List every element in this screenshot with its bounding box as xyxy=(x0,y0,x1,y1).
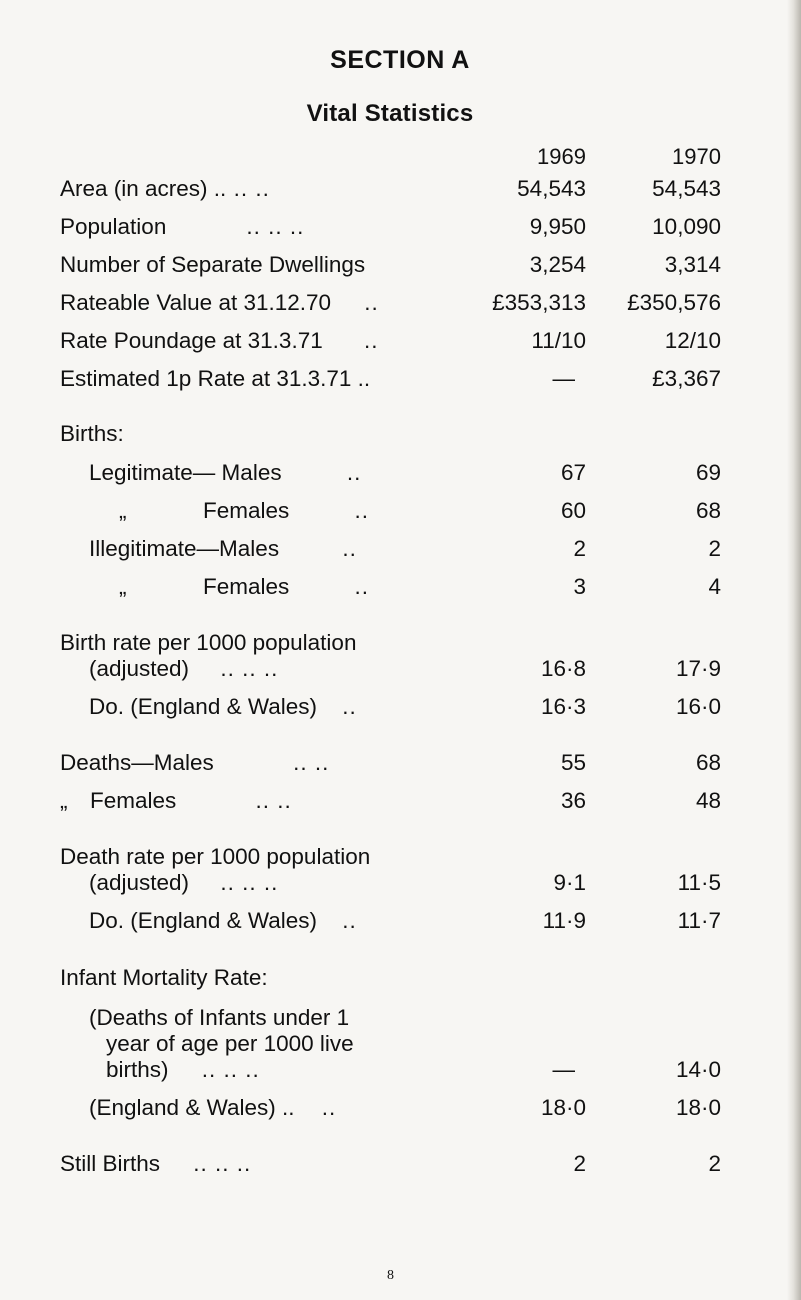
value-1970: 2 xyxy=(708,536,721,561)
table-row xyxy=(0,1057,801,1097)
table-row xyxy=(0,460,801,500)
value-1970: 4 xyxy=(708,574,721,599)
year-header-1970: 1970 xyxy=(672,144,721,169)
row-label: Legitimate— Males .. xyxy=(89,460,362,485)
value-1970: 12/10 xyxy=(664,328,721,353)
table-row xyxy=(0,498,801,538)
row-label: „ Females .. xyxy=(119,574,370,599)
value-1969: 2 xyxy=(573,536,586,561)
row-label: Rate Poundage at 31.3.71 .. xyxy=(60,328,379,353)
table-row xyxy=(0,656,801,696)
value-1969: £353,313 xyxy=(492,290,586,315)
row-label: „ Females .. xyxy=(119,498,370,523)
table-row xyxy=(0,252,801,292)
value-1970: £3,367 xyxy=(652,366,721,391)
value-1969: 11·9 xyxy=(542,908,586,933)
row-label: Population .. .. .. xyxy=(60,214,305,239)
row-label: year of age per 1000 live xyxy=(106,1031,354,1056)
row-label: Estimated 1p Rate at 31.3.71 .. xyxy=(60,366,371,391)
value-1970: 68 xyxy=(695,750,721,775)
value-1970: 54,543 xyxy=(652,176,721,201)
value-1970: 2 xyxy=(708,1151,721,1176)
table-row xyxy=(0,328,801,368)
value-1969: 36 xyxy=(560,788,586,813)
row-label: (England & Wales) .. .. xyxy=(89,1095,337,1120)
row-label: Number of Separate Dwellings xyxy=(60,252,366,277)
value-1969: 16·3 xyxy=(540,694,586,719)
row-label: (adjusted) .. .. .. xyxy=(89,656,279,681)
row-label: Area (in acres) .. .. .. xyxy=(60,176,270,201)
year-header-1969: 1969 xyxy=(537,144,586,169)
value-1969: 9·1 xyxy=(553,870,586,895)
value-1969: 3,254 xyxy=(529,252,586,277)
row-label: (Deaths of Infants under 1 xyxy=(89,1005,350,1030)
table-row xyxy=(0,1151,801,1191)
table-row xyxy=(0,176,801,216)
value-1969: 9,950 xyxy=(529,214,586,239)
row-label: (adjusted) .. .. .. xyxy=(89,870,279,895)
row-label: Death rate per 1000 population xyxy=(60,844,371,869)
value-1970: 69 xyxy=(695,460,721,485)
page-subtitle: Vital Statistics xyxy=(306,100,474,127)
section-title: SECTION A xyxy=(330,46,470,74)
value-1969: 54,543 xyxy=(517,176,586,201)
page-number: 8 xyxy=(387,1268,394,1283)
table-row xyxy=(0,870,801,910)
row-label: „ Females .. .. xyxy=(60,788,292,813)
row-label: Illegitimate—Males .. xyxy=(89,536,357,561)
table-row xyxy=(0,750,801,790)
section-heading-births: Births: xyxy=(60,421,124,446)
table-row xyxy=(0,694,801,734)
value-1970: 17·9 xyxy=(675,656,721,681)
row-label: Rateable Value at 31.12.70 .. xyxy=(60,290,379,315)
table-row xyxy=(0,290,801,330)
table-row xyxy=(0,1095,801,1135)
row-label: Do. (England & Wales) .. xyxy=(89,908,357,933)
value-1970: 14·0 xyxy=(675,1057,721,1082)
value-1969: 18·0 xyxy=(540,1095,586,1120)
value-1969: — xyxy=(552,1057,575,1082)
value-1969: 67 xyxy=(560,460,586,485)
row-label: Deaths—Males .. .. xyxy=(60,750,330,775)
value-1969: 60 xyxy=(560,498,586,523)
value-1970: 48 xyxy=(695,788,721,813)
value-1969: 55 xyxy=(560,750,586,775)
value-1970: 10,090 xyxy=(652,214,721,239)
row-label: Still Births .. .. .. xyxy=(60,1151,252,1176)
value-1969: 11/10 xyxy=(531,328,586,353)
value-1970: 18·0 xyxy=(675,1095,721,1120)
value-1970: £350,576 xyxy=(627,290,721,315)
row-label: Birth rate per 1000 population xyxy=(60,630,357,655)
row-label: Do. (England & Wales) .. xyxy=(89,694,357,719)
row-label: Infant Mortality Rate: xyxy=(60,965,268,990)
value-1970: 68 xyxy=(695,498,721,523)
table-row xyxy=(0,788,801,828)
value-1969: — xyxy=(552,366,575,391)
table-row xyxy=(0,536,801,576)
table-row xyxy=(0,965,801,1005)
value-1970: 3,314 xyxy=(664,252,721,277)
table-row xyxy=(0,366,801,406)
value-1969: 3 xyxy=(573,574,586,599)
value-1970: 11·5 xyxy=(677,870,721,895)
row-label: births) .. .. .. xyxy=(106,1057,260,1082)
value-1970: 16·0 xyxy=(675,694,721,719)
table-row xyxy=(0,574,801,614)
table-row xyxy=(0,214,801,254)
value-1969: 2 xyxy=(573,1151,586,1176)
value-1970: 11·7 xyxy=(677,908,721,933)
table-row xyxy=(0,908,801,948)
value-1969: 16·8 xyxy=(540,656,586,681)
